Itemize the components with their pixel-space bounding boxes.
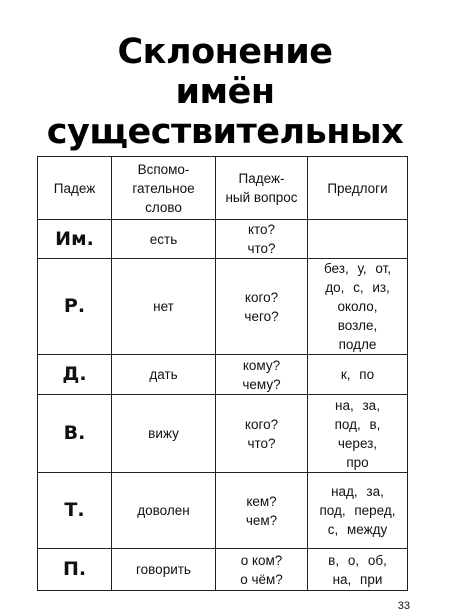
table-header-row xyxy=(38,157,408,220)
auxiliary-word: нет xyxy=(112,259,216,355)
auxiliary-word: вижу xyxy=(112,395,216,473)
case-name: П. xyxy=(38,549,112,591)
page-number: 33 xyxy=(397,600,410,612)
declension-table xyxy=(37,156,408,591)
case-name: Д. xyxy=(38,355,112,395)
table-row xyxy=(38,395,408,473)
case-question: кому? чему? xyxy=(216,355,308,395)
header-case: Падеж xyxy=(38,157,112,220)
prepositions: в, о, об, на, при xyxy=(308,549,408,591)
title-line-1: Склонение xyxy=(117,32,333,72)
case-question: кого? что? xyxy=(216,395,308,473)
case-name: Им. xyxy=(38,220,112,259)
case-question: кем? чем? xyxy=(216,473,308,549)
auxiliary-word: говорить xyxy=(112,549,216,591)
case-name: В. xyxy=(38,395,112,473)
title-line-3: существительных xyxy=(46,112,404,152)
case-question: кто? что? xyxy=(216,220,308,259)
table-row xyxy=(38,259,408,355)
title-line-2: имён xyxy=(175,72,275,112)
prepositions xyxy=(308,220,408,259)
case-question: кого? чего? xyxy=(216,259,308,355)
auxiliary-word: есть xyxy=(112,220,216,259)
prepositions: к, по xyxy=(308,355,408,395)
prepositions: на, за, под, в, через, про xyxy=(308,395,408,473)
prepositions: без, у, от, до, с, из, около, возле, подле xyxy=(308,259,408,355)
header-case-question: Падеж- ный вопрос xyxy=(216,157,308,220)
page-title xyxy=(0,32,450,152)
case-question: о ком? о чём? xyxy=(216,549,308,591)
case-name: Р. xyxy=(38,259,112,355)
auxiliary-word: доволен xyxy=(112,473,216,549)
header-prepositions: Предлоги xyxy=(308,157,408,220)
table-row xyxy=(38,473,408,549)
table-row xyxy=(38,355,408,395)
case-name: Т. xyxy=(38,473,112,549)
table-row xyxy=(38,220,408,259)
auxiliary-word: дать xyxy=(112,355,216,395)
header-auxiliary-word: Вспомо- гательное слово xyxy=(112,157,216,220)
table-row xyxy=(38,549,408,591)
prepositions: над, за, под, перед, с, между xyxy=(308,473,408,549)
